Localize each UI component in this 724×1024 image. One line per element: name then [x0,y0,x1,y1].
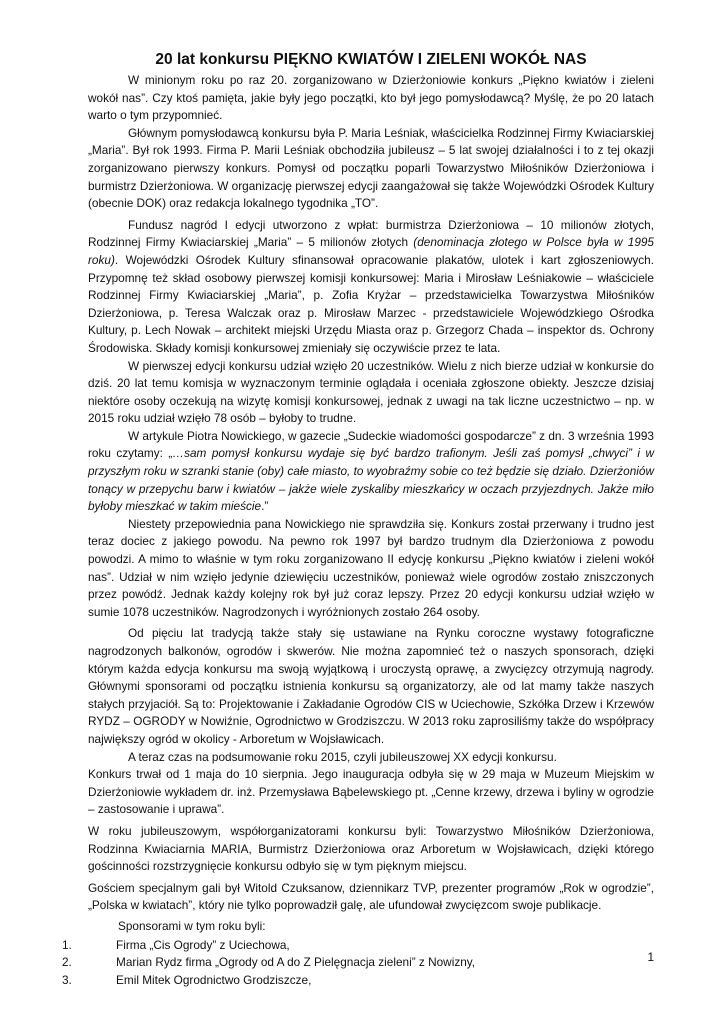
page-number: 1 [647,950,654,964]
paragraph-originator: Głównym pomysłodawcą konkursu była P. Maria Leśniak, właścicielka Rodzinnej Firmy Kwiaciarskiej „Maria”. Był rok 1993. Firma P. Marii Leśniak obchodziła jubileusz – 5 lat swojej działalności i to z tej okazji zorganizowano pierwszy konkurs. Pomysł od początku poparli Towarzystwo Miłośników Dzierżoniowa i burmistrz Dzierżoniowa. W organizację pierwszej edycji zaangażował się także Wojewódzki Ośrodek Kultury (obecnie DOK) oraz redakcja lokalnego tygodnika „TO”. [88,125,654,211]
list-item-number: 1. [62,937,72,952]
list-item-text: Firma „Cis Ogrody” z Uciechowa, [116,937,290,952]
article-quote-italic: …sam pomysł konkursu wydaje się być bardzo trafionym. Jeśli zaś pomysł „chwyci” i w przyszłym roku w szranki stanie (oby) całe miasto, to wyobraźmy sobie co też będzie się działo. Dzierżoniów tonący w przepychu barw i kwiatów – jakże wiele zyskaliby mieszkańcy w oczach przyjezdnych. Jakże miło byłoby mieszkać w takim mieście [88,446,654,514]
article-quote-close: .” [261,499,269,514]
list-item [62,972,654,990]
document-page [62,50,654,989]
prize-fund-text-a: Fundusz nagród I edycji utworzono z wpłat: burmistrza Dzierżoniowa – 10 milionów złotych, Rodzinnej Firmy Kwiaciarskiej „Maria” – 5 milionów złotych [88,217,654,250]
paragraph-article-quote [88,428,654,516]
paragraph-intro: W minionym roku po raz 20. zorganizowano w Dzierżoniowie konkurs „Piękno kwiatów i zieleni wokół nas”. Czy ktoś pamięta, jakie były jego początki, kto był jego pomysłodawcą? Myślę, że po 20 latach warto o tym przypomnieć. [88,73,654,123]
paragraph-prize-fund [88,217,654,358]
paragraph-sponsors-intro: Sponsorami w tym roku byli: [118,918,266,933]
list-item-text: Emil Mitek Ogrodnictwo Grodziszcze, [116,972,312,987]
page-title: 20 lat konkursu PIĘKNO KWIATÓW I ZIELENI WOKÓŁ NAS [155,51,587,68]
list-item [62,954,654,972]
list-item-text: Marian Rydz firma „Ogrody od A do Z Pielęgnacja zieleni” z Nowizny, [116,955,476,970]
list-item-number: 3. [62,972,72,987]
paragraph-coorganizers: W roku jubileuszowym, współorganizatorami konkursu byli: Towarzystwo Miłośników Dzierżoniowa, Rodzinna Kwiaciarnia MARIA, Burmistrz Dzierżoniowa oraz Arboretum w Wojsławicach, dzięki którego gościnności rozstrzygnięcie konkursu odbyło się w tym pięknym miejscu. [88,823,654,874]
list-item [62,937,654,955]
article-quote-intro: W artykule Piotra Nowickiego, w gazecie „Sudeckie wiadomości gospodarcze” z dn. 3 września 1993 roku czytamy: „ [88,428,654,461]
paragraph-interruption: Niestety przepowiednia pana Nowickiego nie sprawdziła się. Konkurs został przerwany i trudno jest teraz dociec z jakiego powodu. Na pewno rok 1997 był bardzo trudnym dla Dzierżoniowa z powodu powodzi. A mimo to właśnie w tym roku zorganizowano II edycję konkursu „Piękno kwiatów i zieleni wokół nas”. Udział w nim wzięło jedynie dziewięciu uczestników, ponieważ wiele ogrodów zostało zniszczonych przez powódź. Jednak każdy kolejny rok był już coraz lepszy. Przez 20 edycji konkursu udział wzięło w sumie 1078 uczestników. Nagrodzonych i wyróżnionych zostało 264 osoby. [88,516,654,619]
paragraph-contest-duration: Konkurs trwał od 1 maja do 10 sierpnia. Jego inauguracja odbyła się w 29 maja w Muzeum Miejskim w Dzierżoniowie wykładem dr. inż. Przemysława Bąbelewskiego pt. „Cenne krzewy, drzewa i byliny w ogrodzie – zastosowanie i uprawa”. [88,767,654,817]
paragraph-first-edition: W pierwszej edycji konkursu udział wzięło 20 uczestników. Wielu z nich bierze udział w konkursie do dziś. 20 lat temu komisja w wyznaczonym terminie oglądała i oceniała zgłoszone obiekty. Jeszcze dzisiaj niektóre osoby oczekują na wizytę komisji konkursowej, jednak z uwagi na tak liczne uczestnictwo – np. w 2015 roku udział wzięło 78 osób – byłoby to trudne. [88,358,654,426]
paragraph-sponsors-history: Od pięciu lat tradycją także stały się ustawiane na Rynku coroczne wystawy fotograficzne nagrodzonych balkonów, ogrodów i skwerów. Nie można zapomnieć też o naszych sponsorach, dzięki którym każda edycja konkursu ma swoją wyjątkową i uroczystą oprawę, a zwycięzcy otrzymują nagrody. Głównymi sponsorami od początku istnienia konkursu są organizatorzy, ale od lat mamy także naszych stałych przyjaciół. Są to: Projektowanie i Zakładanie Ogrodów CIS w Uciechowie, Szkółka Drzew i Krzewów RYDZ – OGRODY w Nowiźnie, Ogrodnictwo w Grodziszczu. W 2013 roku zaprosiliśmy także do współpracy największy ogród w okolicy - Arboretum w Wojsławicach. [88,626,654,746]
sponsor-list [62,937,654,990]
paragraph-summary-2015: A teraz czas na podsumowanie roku 2015, czyli jubileuszowej XX edycji konkursu. [128,749,557,764]
prize-fund-text-c: . Wojewódzki Ośrodek Kultury sfinansował opracowanie plakatów, ulotek i kart zgłoszeniowych. Przypomnę też skład osobowy pierwszej komisji konkursowej: Maria i Mirosław Leśniakowie – właściciele Rodzinnej Firmy Kwiaciarskiej „Maria”, p. Zofia Kryżar – przedstawicielka Towarzystwa Miłośników Dzierżoniowa, p. Teresa Walczak oraz p. Mirosław Marzec - przedstawiciele Wojewódzkiego Ośrodka Kultury, p. Lech Nowak – architekt miejski Urzędu Miasta oraz p. Grzegorz Chada – inspektor ds. Ochrony Środowiska. Składy komisji konkursowej zmieniały się oczywiście przez te lata. [88,252,654,355]
list-item-number: 2. [62,955,72,970]
paragraph-special-guest: Gościem specjalnym gali był Witold Czuksanow, dziennikarz TVP, prezenter programów „Rok w ogrodzie”, „Polska w kwiatach”, który nie tylko poprowadził galę, ale ufundował zwycięzcom swoje publikacje. [88,880,654,913]
prize-fund-note: (denominacja złotego w Polsce była w 1995 roku) [88,235,654,267]
